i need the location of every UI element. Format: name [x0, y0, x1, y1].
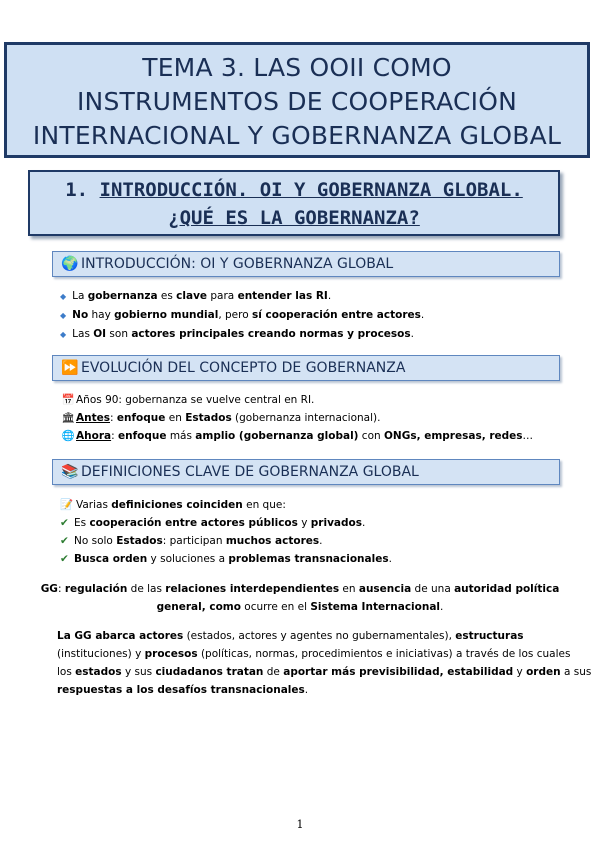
bullet-icon: ◆ [60, 330, 67, 339]
list-item: 🏛Antes: enfoque en Estados (gobernanza internacional). [60, 409, 533, 427]
subsection-heading-text: EVOLUCIÓN DEL CONCEPTO DE GOBERNANZA [81, 360, 406, 376]
title-line-2: INSTRUMENTOS DE COOPERACIÓN [76, 87, 518, 116]
subsection-heading-evolution [52, 355, 560, 381]
subsection-heading-text: INTRODUCCIÓN: OI Y GOBERNANZA GLOBAL [81, 256, 394, 272]
calendar-icon: 📅 [61, 394, 75, 406]
intro-bullet-list [60, 287, 424, 344]
list-item: ✔ No solo Estados: participan muchos actores. [60, 532, 392, 550]
network-globe-icon: 🌐 [61, 430, 75, 442]
list-item: ◆ Las OI son actores principales creando normas y procesos. [60, 328, 414, 340]
list-item: 📝 Varias definiciones coinciden en que: [60, 496, 392, 514]
evolution-list [60, 391, 533, 445]
list-item: ✔ Es cooperación entre actores públicos y privados. [60, 514, 392, 532]
list-item: ◆ La gobernanza es clave para entender las RI. [60, 290, 332, 302]
gg-definition: GG: regulación de las relaciones interdependientes en ausencia de una autoridad política general, como ocurre en el Sistema Internacional. [40, 583, 560, 613]
section-number: 1. [65, 179, 89, 201]
building-icon: 🏛 [61, 412, 75, 424]
definitions-list [60, 496, 392, 568]
fast-forward-icon: ⏩ [61, 360, 79, 376]
check-icon: ✔ [60, 553, 69, 565]
bullet-icon: ◆ [60, 311, 67, 320]
section-heading-line-2: ¿QUÉ ES LA GOBERNANZA? [168, 207, 420, 229]
memo-icon: 📝 [60, 499, 74, 511]
check-icon: ✔ [60, 535, 69, 547]
subsection-heading-intro [52, 251, 560, 277]
title-line-3: INTERNACIONAL Y GOBERNANZA GLOBAL [32, 121, 562, 150]
subsection-heading-definitions [52, 459, 560, 485]
gg-paragraph: La GG abarca actores (estados, actores y agentes no gubernamentales), estructuras (instituciones) y procesos (políticas, normas, procedimientos e iniciativas) a través de los cuales los estados y sus ciudadanos tratan de aportar más previsibilidad, estabilidad y orden a sus respuestas a los desafíos transnacionales. [57, 630, 592, 696]
list-item: 📅Años 90: gobernanza se vuelve central en RI. [60, 391, 533, 409]
title-line-1: TEMA 3. LAS OOII COMO [142, 53, 452, 82]
subsection-heading-text: DEFINICIONES CLAVE DE GOBERNANZA GLOBAL [81, 464, 419, 480]
books-icon: 📚 [61, 464, 79, 480]
check-icon: ✔ [60, 517, 69, 529]
list-item: ✔ Busca orden y soluciones a problemas transnacionales. [60, 550, 392, 568]
document-title [4, 42, 590, 158]
bullet-icon: ◆ [60, 292, 67, 301]
section-heading [28, 170, 560, 236]
page-number: 1 [296, 818, 304, 831]
globe-icon: 🌍 [61, 256, 79, 272]
list-item: 🌐Ahora: enfoque más amplio (gobernanza global) con ONGs, empresas, redes… [60, 427, 533, 445]
section-heading-line-1: INTRODUCCIÓN. OI Y GOBERNANZA GLOBAL. [99, 179, 523, 201]
list-item: ◆ No hay gobierno mundial, pero sí cooperación entre actores. [60, 309, 425, 321]
